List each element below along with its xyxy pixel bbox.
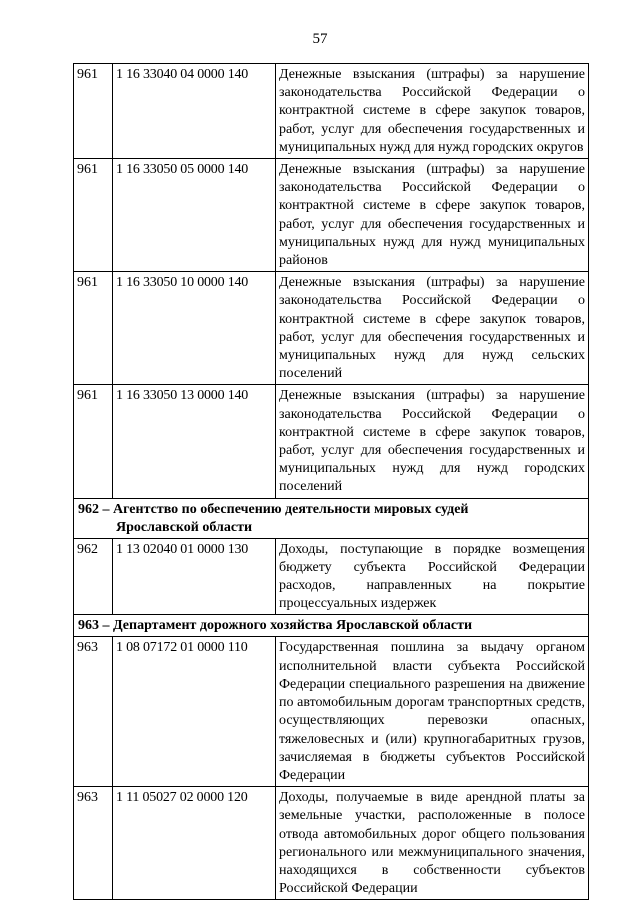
section-header-row	[74, 498, 589, 538]
revenue-name-cell: Доходы, поступающие в порядке возмещения бюджету субъекта Российской Федерации расходов, направленных на покрытие процессуальных издержек	[276, 538, 589, 615]
revenue-code-cell: 1 16 33040 04 0000 140	[113, 64, 276, 159]
revenue-code-cell: 1 16 33050 13 0000 140	[113, 385, 276, 498]
section-title-line: 963 – Департамент дорожного хозяйства Ярославской области	[78, 618, 473, 634]
table-row	[74, 538, 589, 615]
admin-code-cell: 961	[74, 385, 113, 498]
table-row	[74, 637, 589, 787]
revenue-codes-table	[73, 63, 589, 900]
table-row	[74, 64, 589, 159]
table-row	[74, 272, 589, 385]
table-row	[74, 159, 589, 272]
revenue-code-cell: 1 16 33050 10 0000 140	[113, 272, 276, 385]
section-header-row	[74, 615, 589, 637]
revenue-name-cell: Государственная пошлина за выдачу органом исполнительной власти субъекта Российской Федерации специального разрешения на движение по автомобильным дорогам транспортных средств, осуществляющих перевозки опасных, тяжеловесных и (или) крупногабаритных грузов, зачисляемая в бюджеты субъектов Российской Федерации	[276, 637, 589, 787]
admin-code-cell: 961	[74, 159, 113, 272]
revenue-name-cell: Денежные взыскания (штрафы) за нарушение законодательства Российской Федерации о контрактной системе в сфере закупок товаров, работ, услуг для обеспечения государственных и муниципальных нужд для нужд городских поселений	[276, 385, 589, 498]
revenue-code-cell: 1 16 33050 05 0000 140	[113, 159, 276, 272]
admin-code-cell: 961	[74, 272, 113, 385]
admin-code-cell: 963	[74, 637, 113, 787]
revenue-name-cell: Доходы, получаемые в виде арендной платы за земельные участки, расположенные в полосе отвода автомобильных дорог общего пользования регионального или межмуниципального значения, находящихся в собственности субъектов Российской Федерации	[276, 787, 589, 900]
admin-code-cell: 963	[74, 787, 113, 900]
section-title-continuation: Ярославской области	[116, 519, 253, 535]
table-row	[74, 385, 589, 498]
revenue-name-cell: Денежные взыскания (штрафы) за нарушение законодательства Российской Федерации о контрактной системе в сфере закупок товаров, работ, услуг для обеспечения государственных и муниципальных нужд для нужд сельских поселений	[276, 272, 589, 385]
section-header-cell	[74, 615, 589, 637]
revenue-code-cell: 1 11 05027 02 0000 120	[113, 787, 276, 900]
section-header-cell	[74, 498, 589, 538]
table-row	[74, 787, 589, 900]
admin-code-cell: 961	[74, 64, 113, 159]
page-number: 57	[312, 31, 328, 47]
section-title-line: 962 – Агентство по обеспечению деятельности мировых судей	[78, 501, 469, 517]
admin-code-cell: 962	[74, 538, 113, 615]
revenue-code-cell: 1 08 07172 01 0000 110	[113, 637, 276, 787]
revenue-name-cell: Денежные взыскания (штрафы) за нарушение законодательства Российской Федерации о контрактной системе в сфере закупок товаров, работ, услуг для обеспечения государственных и муниципальных нужд для нужд городских округов	[276, 64, 589, 159]
revenue-name-cell: Денежные взыскания (штрафы) за нарушение законодательства Российской Федерации о контрактной системе в сфере закупок товаров, работ, услуг для обеспечения государственных и муниципальных нужд для нужд муниципальных районов	[276, 159, 589, 272]
revenue-code-cell: 1 13 02040 01 0000 130	[113, 538, 276, 615]
